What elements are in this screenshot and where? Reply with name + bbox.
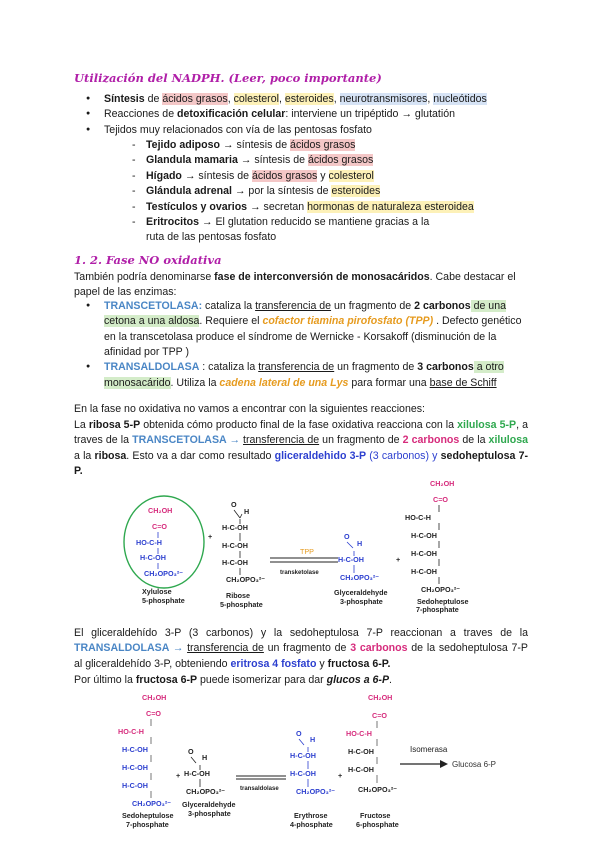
gap-name2: 3-phosphate [340,597,383,606]
svg-text:3-phosphate: 3-phosphate [188,809,231,818]
list-item: - Glándula adrenal → por la síntesis de esteroides [124,184,542,199]
svg-text:HO-C-H: HO-C-H [346,729,372,738]
section-heading-fase-no-oxidativa: 1. 2. Fase NO oxidativa [74,253,222,267]
svg-text:CH₂OPO₃²⁻: CH₂OPO₃²⁻ [421,585,461,594]
list-item: - Eritrocitos → El glutation reducido se mantiene gracias a la ruta de las pentosas fosfato [124,215,446,246]
svg-text:HO-C-H: HO-C-H [118,727,144,736]
xyl-c5: CH₂OPO₃²⁻ [144,569,184,578]
svg-text:CH₂OPO₃²⁻: CH₂OPO₃²⁻ [186,787,226,796]
nadph-uses-list [82,92,542,246]
transketolase-label: transketolase [280,570,319,576]
reaction-intro: En la fase no oxidativa no vamos a encontrar con la siguientes reacciones: [74,403,425,415]
svg-text:+: + [338,771,343,780]
list-item: - Testículos y ovarios → secretan hormonas de naturaleza esteroidea [124,200,542,215]
svg-text:H-C-OH: H-C-OH [122,763,148,772]
svg-text:+: + [176,771,181,780]
svg-text:4-phosphate: 4-phosphate [290,820,333,829]
gap-c3: CH₂OPO₃²⁻ [340,573,380,582]
transketolase-reaction-figure [120,474,480,616]
xyl-name2: 5-phosphate [142,596,185,605]
svg-text:Sedoheptulose: Sedoheptulose [417,597,469,606]
svg-text:HO-C-H: HO-C-H [405,513,431,522]
svg-text:CH₂OH: CH₂OH [430,479,455,488]
transaldolase-label: transaldolase [240,786,279,792]
xyl-c1: CH₂OH [148,506,173,515]
svg-text:7-phosphate: 7-phosphate [416,605,459,614]
svg-text:H-C-OH: H-C-OH [122,781,148,790]
svg-text:H-C-OH: H-C-OH [122,745,148,754]
transketolase-paragraph: La ribosa 5-P obtenida cómo producto final de la fase oxidativa reacciona con la xilulosa 5-P, a traves de la TRANSCETOLASA → transferencia de un fragmento de 2 carbonos de la xilulosa a la ribosa. Esto va a dar como resultado gliceraldehido 3-P (3 carbonos) y sedoheptulosa 7-P. [74,419,529,478]
xyl-name: Xylulose [142,587,172,596]
svg-text:H-C-OH: H-C-OH [348,747,374,756]
svg-text:H: H [310,735,316,744]
svg-text:6-phosphate: 6-phosphate [356,820,399,829]
svg-text:O: O [188,747,194,756]
svg-text:Fructose: Fructose [360,811,391,820]
rib-c2: H-C-OH [222,523,248,532]
svg-text:O: O [344,532,350,541]
rib-name2: 5-phosphate [220,600,263,609]
svg-text:H: H [202,753,208,762]
svg-text:H-C-OH: H-C-OH [348,765,374,774]
svg-text:H-C-OH: H-C-OH [290,751,316,760]
rib-name: Ribose [226,591,250,600]
list-item: ● Reacciones de detoxificación celular: interviene un tripéptido → glutatión [82,107,542,122]
svg-text:7-phosphate: 7-phosphate [126,820,169,829]
svg-text:H: H [244,507,250,516]
rib-c4: H-C-OH [222,558,248,567]
plus-sign: + [208,532,213,541]
section-heading-nadph: Utilización del NADPH. (Leer, poco importante) [74,71,382,85]
isomerasa-label: Isomerasa [410,745,448,754]
list-item: ● Síntesis de ácidos grasos, colesterol, esteroides, neurotransmisores, nucleótidos [82,92,542,107]
svg-text:H-C-OH: H-C-OH [411,549,437,558]
xyl-c2: C=O [152,522,167,531]
plus-sign: + [396,555,401,564]
gap-c2: H-C-OH [338,555,364,564]
svg-text:Erythrose: Erythrose [294,811,328,820]
transaldolase-reaction-figure [110,690,530,840]
svg-text:Sedoheptulose: Sedoheptulose [122,811,174,820]
rib-c3: H-C-OH [222,541,248,550]
tpp-label: TPP [300,547,314,556]
svg-text:CH₂OPO₃²⁻: CH₂OPO₃²⁻ [296,787,336,796]
transaldolase-paragraph: El gliceraldehído 3-P (3 carbonos) y la sedoheptulosa 7-P reaccionan a traves de la TRANSALDOLASA → transferencia de un fragmento de 3 carbonos de la sedoheptulosa 7-P al gliceraldehído 3-P, obteniendo eritrosa 4 fosfato y fructosa 6-P. [74,627,529,670]
list-item: - Glandula mamaria → síntesis de ácidos grasos [124,153,542,168]
xyl-c3: HO-C-H [136,538,162,547]
svg-text:C=O: C=O [433,495,448,504]
svg-text:C=O: C=O [372,711,387,720]
svg-text:H-C-OH: H-C-OH [411,531,437,540]
svg-text:H-C-OH: H-C-OH [184,769,210,778]
xyl-c4: H-C-OH [140,553,166,562]
svg-text:H: H [357,539,363,548]
glucose-6p-label: Glucosa 6-P [452,760,497,769]
svg-text:H-C-OH: H-C-OH [411,567,437,576]
intro-paragraph: También podría denominarse fase de interconversión de monosacáridos. Cabe destacar el papel de las enzimas: [74,271,516,299]
list-item: ● TRANSALDOLASA : cataliza la transferencia de un fragmento de 3 carbonos a otro monosacárido. Utiliza la cadena lateral de una Lys para formar una base de Schiff [82,360,530,391]
tissue-list [124,138,542,246]
enzyme-list [82,299,530,391]
list-item: - Tejido adiposo → síntesis de ácidos grasos [124,138,542,153]
svg-text:Glyceraldehyde: Glyceraldehyde [182,800,236,809]
svg-text:O: O [296,729,302,738]
svg-text:C=O: C=O [146,709,161,718]
list-item: ● Tejidos muy relacionados con vía de las pentosas fosfato - Tejido adiposo → síntesis de ácidos grasos - Glandula mamaria → síntesis de ácidos grasos - Hígado → síntesis de ácidos grasos y colesterol - Glándula adrenal → por la síntesis de esteroides - Testículos y ovarios → secretan hormonas de naturaleza esteroidea - Eritrocitos → El glutation reducido se mantiene gracias a la ruta de las pentosas fosfato [82,123,542,246]
svg-text:CH₂OPO₃²⁻: CH₂OPO₃²⁻ [358,785,398,794]
isomerization-paragraph: Por último la fructosa 6-P puede isomerizar para dar glucos a 6-P. [74,674,392,686]
svg-text:O: O [231,500,237,509]
gap-name: Glyceraldehyde [334,588,388,597]
list-item: - Hígado → síntesis de ácidos grasos y colesterol [124,169,542,184]
list-item: ● TRANSCETOLASA: cataliza la transferencia de un fragmento de 2 carbonos de una cetona a una aldosa. Requiere el cofactor tiamina pirofosfato (TPP) . Defecto genético en la transcetolasa produce el síndrome de Wernicke - Korsakoff (disminución de la afinidad por TPP ) [82,299,530,360]
svg-text:CH₂OH: CH₂OH [142,693,167,702]
rib-c5: CH₂OPO₃²⁻ [226,575,266,584]
svg-text:H-C-OH: H-C-OH [290,769,316,778]
svg-text:CH₂OPO₃²⁻: CH₂OPO₃²⁻ [132,799,172,808]
svg-text:CH₂OH: CH₂OH [368,693,393,702]
